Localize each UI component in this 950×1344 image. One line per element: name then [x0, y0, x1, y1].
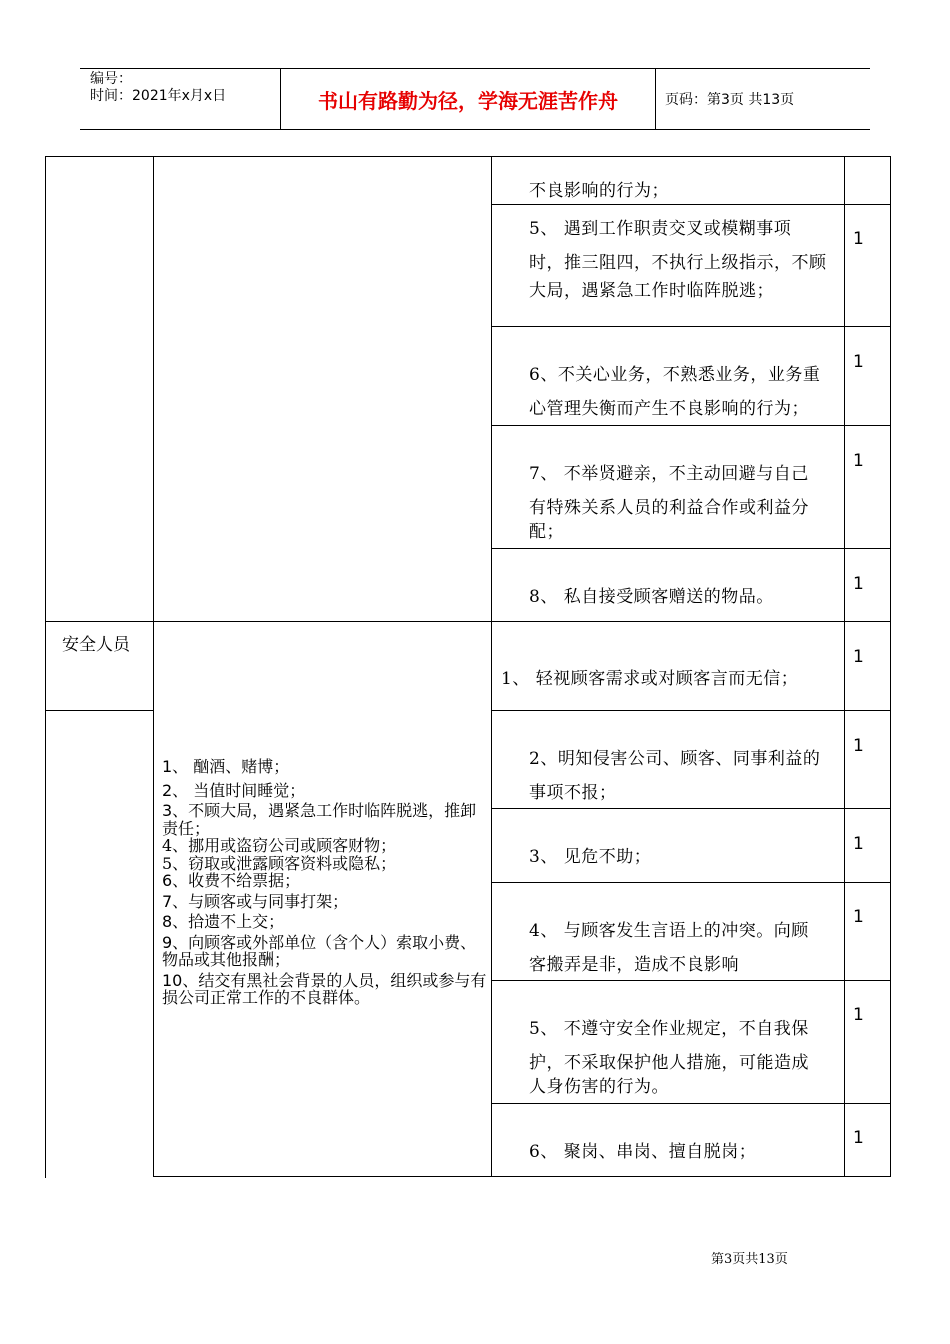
item-line: 护，不采取保护他人措施，可能造成 — [529, 1053, 809, 1073]
item-line: 有特殊关系人员的利益合作或利益分 — [529, 498, 809, 518]
list-item: 8、拾遗不上交； — [162, 912, 285, 931]
doc-number: 编号： — [90, 71, 132, 87]
item-text — [529, 742, 820, 810]
item-line: 人身伤害的行为。 — [529, 1077, 669, 1097]
item-text: 6、 聚岗、串岗、擅自脱岗； — [529, 1142, 757, 1162]
item-text — [529, 1012, 809, 1104]
page-footer: 第3页共13页 — [711, 1252, 788, 1267]
item-line: 4、 与顾客发生言语上的冲突。向顾 — [529, 921, 809, 941]
list-item: 4、挪用或盗窃公司或顾客财物； — [162, 836, 397, 855]
table-border-right — [890, 156, 891, 1177]
item-line: 5、 不遵守安全作业规定，不自我保 — [529, 1019, 809, 1039]
page-header — [80, 68, 870, 130]
row-separator — [491, 326, 891, 327]
item-text: 不良影响的行为； — [529, 181, 669, 201]
item-score: 1 — [853, 574, 864, 594]
item-score: 1 — [853, 352, 864, 372]
table-divider-score — [844, 156, 845, 1177]
list-item: 3、不顾大局，遇紧急工作时临阵脱逃，推卸责任； — [162, 801, 477, 838]
item-text: 8、 私自接受顾客赠送的物品。 — [529, 587, 774, 607]
item-line: 事项不报； — [529, 783, 617, 803]
table-divider-role — [153, 156, 154, 1177]
item-score: 1 — [853, 1005, 864, 1025]
table-border-left — [45, 156, 46, 1178]
item-score: 1 — [853, 647, 864, 667]
doc-date: 时间：2021年x月x日 — [90, 88, 227, 104]
list-item: 5、窃取或泄露顾客资料或隐私； — [162, 853, 397, 873]
item-text — [529, 914, 809, 982]
item-line: 心管理失衡而产生不良影响的行为； — [529, 399, 809, 419]
dismissal-list — [162, 758, 490, 1007]
row-separator — [491, 710, 891, 711]
table-border-bottom — [153, 1176, 891, 1177]
header-motto: 书山有路勤为径，学海无涯苦作舟 — [280, 69, 656, 129]
item-line: 2、明知侵害公司、顾客、同事利益的 — [529, 749, 821, 769]
list-item: 1、 酗酒、赌博； — [162, 757, 290, 776]
row-separator — [491, 882, 891, 883]
list-item: 2、 当值时间睡觉； — [162, 780, 306, 800]
item-text — [529, 358, 820, 426]
item-line: 大局，遇紧急工作时临阵脱逃； — [529, 281, 774, 301]
item-line: 6、不关心业务，不熟悉业务，业务重 — [529, 365, 821, 385]
section-separator — [45, 621, 891, 622]
header-meta — [80, 69, 280, 129]
item-score: 1 — [853, 736, 864, 756]
item-text — [529, 457, 809, 549]
item-score: 1 — [853, 229, 864, 249]
list-item: 9、向顾客或外部单位（含个人）索取小费、物品或其他报酬； — [162, 932, 477, 969]
item-line: 7、 不举贤避亲，不主动回避与自己 — [529, 464, 809, 484]
item-score: 1 — [853, 834, 864, 854]
item-score: 1 — [853, 1128, 864, 1148]
item-line: 客搬弄是非，造成不良影响 — [529, 955, 739, 975]
item-text: 3、 见危不助； — [529, 847, 652, 867]
item-line: 时，推三阻四，不执行上级指示，不顾 — [529, 253, 827, 273]
item-text: 1、 轻视顾客需求或对顾客言而无信； — [501, 669, 799, 689]
list-item: 6、收费不给票据； — [162, 871, 301, 890]
item-score: 1 — [853, 907, 864, 927]
item-line: 配； — [529, 522, 564, 542]
header-page-label: 页码：第3页 共13页 — [665, 92, 795, 108]
list-item: 10、结交有黑社会背景的人员，组织或参与有损公司正常工作的不良群体。 — [162, 970, 487, 1007]
role-cell-bottom — [45, 710, 154, 711]
item-text — [529, 212, 827, 308]
item-line: 5、 遇到工作职责交叉或模糊事项 — [529, 219, 792, 239]
item-score: 1 — [853, 451, 864, 471]
table-divider-items — [491, 156, 492, 1177]
role-label: 安全人员 — [62, 635, 130, 655]
list-item: 7、与顾客或与同事打架； — [162, 891, 349, 911]
table-border-top — [45, 156, 891, 157]
